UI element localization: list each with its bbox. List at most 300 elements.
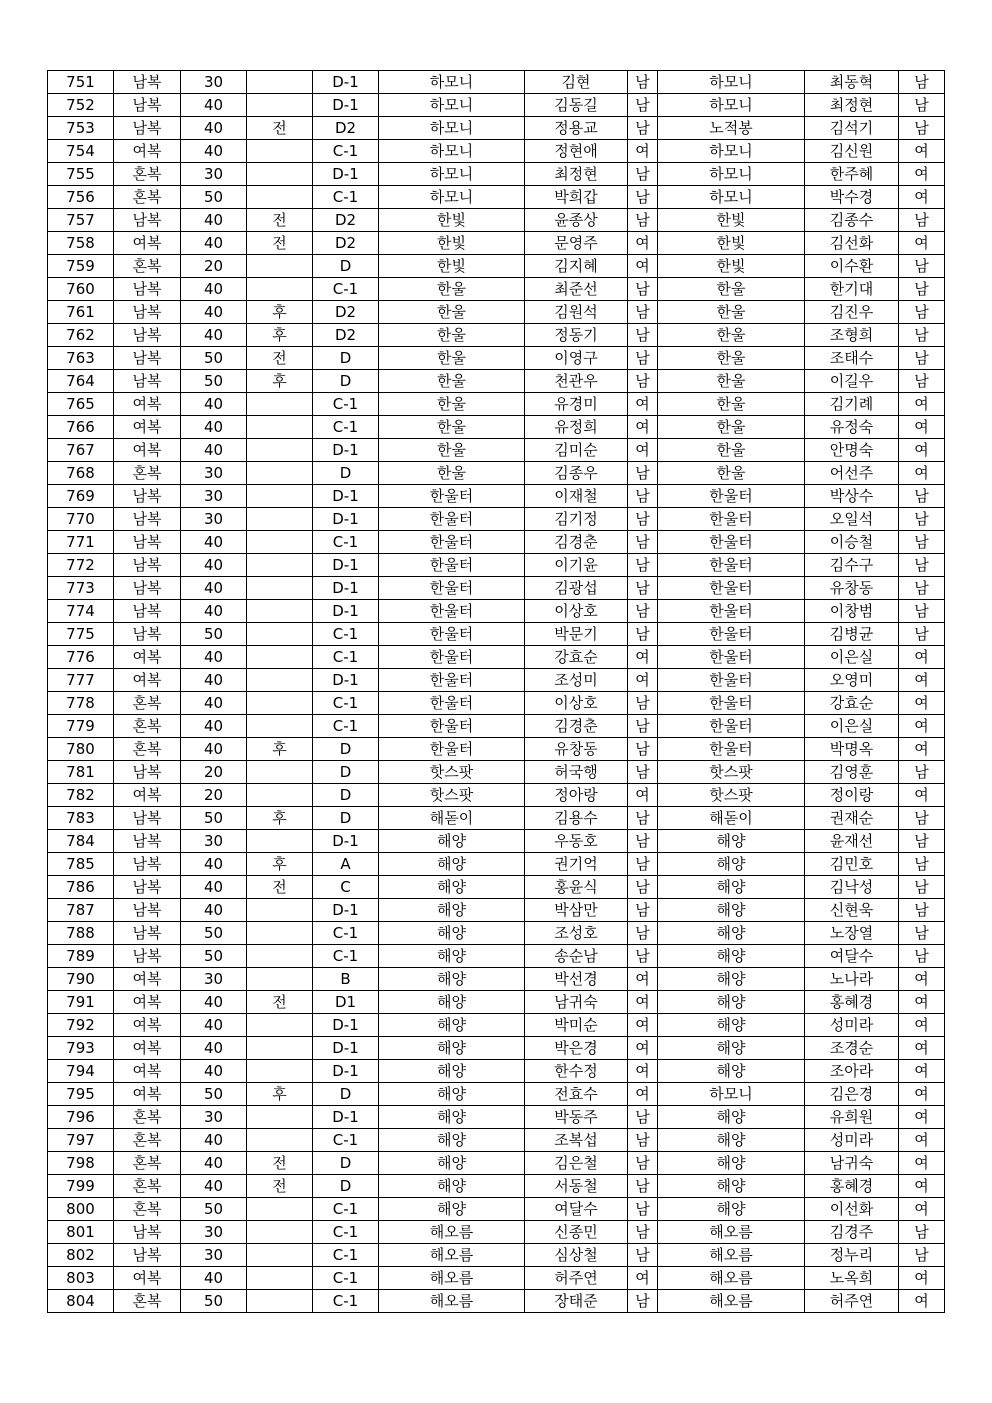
player-2-cell: 김경주: [805, 1221, 899, 1244]
table-row: [48, 807, 945, 830]
grade-cell: D: [313, 347, 379, 370]
gender-1-cell: 남: [628, 163, 658, 186]
table-row: [48, 853, 945, 876]
session-cell: 후: [247, 807, 313, 830]
club-1-cell: 해양: [379, 1106, 525, 1129]
club-2-cell: 핫스팟: [658, 784, 805, 807]
grade-cell: D: [313, 807, 379, 830]
age-group-cell: 40: [181, 232, 247, 255]
age-group-cell: 40: [181, 577, 247, 600]
session-cell: 후: [247, 301, 313, 324]
entry-number-cell: 768: [48, 462, 114, 485]
age-group-cell: 40: [181, 646, 247, 669]
session-cell: [247, 1244, 313, 1267]
event-type-cell: 여복: [114, 669, 181, 692]
age-group-cell: 40: [181, 439, 247, 462]
player-2-cell: 이선화: [805, 1198, 899, 1221]
gender-2-cell: 여: [899, 140, 945, 163]
age-group-cell: 40: [181, 1152, 247, 1175]
player-2-cell: 신현욱: [805, 899, 899, 922]
player-1-cell: 김원석: [525, 301, 628, 324]
player-2-cell: 노장열: [805, 922, 899, 945]
gender-2-cell: 남: [899, 209, 945, 232]
table-row: [48, 554, 945, 577]
entry-number-cell: 767: [48, 439, 114, 462]
entry-number-cell: 803: [48, 1267, 114, 1290]
entry-number-cell: 791: [48, 991, 114, 1014]
gender-2-cell: 여: [899, 439, 945, 462]
club-1-cell: 해오름: [379, 1221, 525, 1244]
club-2-cell: 한빛: [658, 232, 805, 255]
entry-number-cell: 754: [48, 140, 114, 163]
grade-cell: C-1: [313, 531, 379, 554]
age-group-cell: 50: [181, 347, 247, 370]
club-2-cell: 한울: [658, 370, 805, 393]
player-1-cell: 김기정: [525, 508, 628, 531]
player-2-cell: 오일석: [805, 508, 899, 531]
player-1-cell: 유창동: [525, 738, 628, 761]
event-type-cell: 남복: [114, 899, 181, 922]
player-2-cell: 김영훈: [805, 761, 899, 784]
club-2-cell: 해양: [658, 876, 805, 899]
gender-1-cell: 남: [628, 1290, 658, 1313]
table-row: [48, 1221, 945, 1244]
table-row: [48, 140, 945, 163]
player-2-cell: 이수환: [805, 255, 899, 278]
club-2-cell: 한울터: [658, 600, 805, 623]
gender-1-cell: 남: [628, 922, 658, 945]
event-type-cell: 남복: [114, 324, 181, 347]
event-type-cell: 여복: [114, 439, 181, 462]
player-2-cell: 성미라: [805, 1014, 899, 1037]
event-type-cell: 혼복: [114, 1290, 181, 1313]
session-cell: [247, 1221, 313, 1244]
session-cell: [247, 1060, 313, 1083]
table-row: [48, 1129, 945, 1152]
grade-cell: D1: [313, 991, 379, 1014]
entry-number-cell: 760: [48, 278, 114, 301]
gender-2-cell: 여: [899, 1175, 945, 1198]
player-2-cell: 남귀숙: [805, 1152, 899, 1175]
club-1-cell: 한빛: [379, 255, 525, 278]
gender-2-cell: 여: [899, 1106, 945, 1129]
event-type-cell: 여복: [114, 232, 181, 255]
club-2-cell: 한울터: [658, 669, 805, 692]
entry-number-cell: 752: [48, 94, 114, 117]
player-1-cell: 한수정: [525, 1060, 628, 1083]
club-1-cell: 한울터: [379, 692, 525, 715]
table-row: [48, 1175, 945, 1198]
session-cell: [247, 71, 313, 94]
club-1-cell: 해양: [379, 1152, 525, 1175]
player-1-cell: 조복섭: [525, 1129, 628, 1152]
age-group-cell: 40: [181, 531, 247, 554]
gender-1-cell: 여: [628, 646, 658, 669]
grade-cell: C-1: [313, 140, 379, 163]
age-group-cell: 40: [181, 1175, 247, 1198]
player-2-cell: 홍혜경: [805, 1175, 899, 1198]
gender-2-cell: 여: [899, 715, 945, 738]
grade-cell: C-1: [313, 945, 379, 968]
player-1-cell: 김미순: [525, 439, 628, 462]
club-1-cell: 해양: [379, 876, 525, 899]
session-cell: [247, 393, 313, 416]
club-2-cell: 한울터: [658, 715, 805, 738]
gender-2-cell: 남: [899, 807, 945, 830]
club-1-cell: 한울터: [379, 554, 525, 577]
club-2-cell: 해양: [658, 899, 805, 922]
age-group-cell: 50: [181, 1198, 247, 1221]
entry-number-cell: 800: [48, 1198, 114, 1221]
session-cell: [247, 1037, 313, 1060]
event-type-cell: 혼복: [114, 186, 181, 209]
club-2-cell: 한울터: [658, 485, 805, 508]
table-row: [48, 462, 945, 485]
table-row: [48, 1244, 945, 1267]
player-2-cell: 김수구: [805, 554, 899, 577]
grade-cell: D2: [313, 232, 379, 255]
club-1-cell: 하모니: [379, 117, 525, 140]
session-cell: [247, 922, 313, 945]
table-row: [48, 577, 945, 600]
gender-2-cell: 여: [899, 991, 945, 1014]
entry-number-cell: 784: [48, 830, 114, 853]
player-2-cell: 조형희: [805, 324, 899, 347]
entry-number-cell: 766: [48, 416, 114, 439]
gender-2-cell: 남: [899, 71, 945, 94]
age-group-cell: 40: [181, 1037, 247, 1060]
age-group-cell: 50: [181, 945, 247, 968]
player-2-cell: 김낙성: [805, 876, 899, 899]
event-type-cell: 남복: [114, 370, 181, 393]
player-1-cell: 박선경: [525, 968, 628, 991]
player-2-cell: 정누리: [805, 1244, 899, 1267]
club-2-cell: 해양: [658, 830, 805, 853]
club-2-cell: 한빛: [658, 209, 805, 232]
club-2-cell: 한울: [658, 278, 805, 301]
age-group-cell: 40: [181, 278, 247, 301]
event-type-cell: 혼복: [114, 462, 181, 485]
gender-2-cell: 남: [899, 1221, 945, 1244]
session-cell: 전: [247, 1152, 313, 1175]
player-2-cell: 김병균: [805, 623, 899, 646]
grade-cell: C-1: [313, 623, 379, 646]
gender-1-cell: 여: [628, 669, 658, 692]
grade-cell: C: [313, 876, 379, 899]
entry-number-cell: 761: [48, 301, 114, 324]
grade-cell: C-1: [313, 186, 379, 209]
age-group-cell: 30: [181, 1221, 247, 1244]
player-1-cell: 윤종상: [525, 209, 628, 232]
event-type-cell: 혼복: [114, 255, 181, 278]
club-1-cell: 해양: [379, 899, 525, 922]
grade-cell: D-1: [313, 485, 379, 508]
player-1-cell: 정동기: [525, 324, 628, 347]
grade-cell: D2: [313, 209, 379, 232]
gender-2-cell: 여: [899, 738, 945, 761]
gender-2-cell: 남: [899, 485, 945, 508]
club-1-cell: 한울터: [379, 485, 525, 508]
age-group-cell: 40: [181, 416, 247, 439]
grade-cell: D-1: [313, 94, 379, 117]
gender-1-cell: 남: [628, 1152, 658, 1175]
table-row: [48, 1267, 945, 1290]
club-1-cell: 한울터: [379, 600, 525, 623]
event-type-cell: 여복: [114, 1267, 181, 1290]
session-cell: [247, 1290, 313, 1313]
gender-1-cell: 여: [628, 140, 658, 163]
event-type-cell: 여복: [114, 393, 181, 416]
club-1-cell: 한울터: [379, 715, 525, 738]
player-1-cell: 김경춘: [525, 531, 628, 554]
club-1-cell: 해양: [379, 1014, 525, 1037]
gender-1-cell: 남: [628, 853, 658, 876]
club-2-cell: 해양: [658, 1152, 805, 1175]
grade-cell: D2: [313, 324, 379, 347]
session-cell: 전: [247, 232, 313, 255]
player-1-cell: 김동길: [525, 94, 628, 117]
grade-cell: D: [313, 462, 379, 485]
player-1-cell: 여달수: [525, 1198, 628, 1221]
grade-cell: D-1: [313, 71, 379, 94]
player-1-cell: 유정희: [525, 416, 628, 439]
entry-number-cell: 759: [48, 255, 114, 278]
club-1-cell: 한울터: [379, 531, 525, 554]
age-group-cell: 40: [181, 669, 247, 692]
player-1-cell: 김광섭: [525, 577, 628, 600]
gender-2-cell: 남: [899, 899, 945, 922]
entry-number-cell: 770: [48, 508, 114, 531]
club-1-cell: 한울: [379, 439, 525, 462]
gender-2-cell: 여: [899, 163, 945, 186]
club-1-cell: 해양: [379, 1060, 525, 1083]
table-row: [48, 830, 945, 853]
table-row: [48, 623, 945, 646]
gender-1-cell: 남: [628, 485, 658, 508]
table-row: [48, 600, 945, 623]
event-type-cell: 남복: [114, 508, 181, 531]
gender-2-cell: 여: [899, 1129, 945, 1152]
event-type-cell: 남복: [114, 807, 181, 830]
gender-1-cell: 남: [628, 830, 658, 853]
entry-number-cell: 762: [48, 324, 114, 347]
club-1-cell: 해양: [379, 1037, 525, 1060]
table-row: [48, 1198, 945, 1221]
table-row: [48, 485, 945, 508]
grade-cell: D: [313, 738, 379, 761]
club-2-cell: 해양: [658, 1106, 805, 1129]
age-group-cell: 50: [181, 370, 247, 393]
entry-number-cell: 792: [48, 1014, 114, 1037]
gender-2-cell: 남: [899, 830, 945, 853]
age-group-cell: 40: [181, 1267, 247, 1290]
age-group-cell: 30: [181, 462, 247, 485]
entry-number-cell: 786: [48, 876, 114, 899]
player-2-cell: 이창범: [805, 600, 899, 623]
player-2-cell: 김은경: [805, 1083, 899, 1106]
player-2-cell: 유희원: [805, 1106, 899, 1129]
table-row: [48, 94, 945, 117]
entry-number-cell: 751: [48, 71, 114, 94]
gender-1-cell: 남: [628, 94, 658, 117]
entry-number-cell: 772: [48, 554, 114, 577]
table-row: [48, 416, 945, 439]
session-cell: 전: [247, 347, 313, 370]
session-cell: 후: [247, 1083, 313, 1106]
table-row: [48, 761, 945, 784]
player-2-cell: 이은실: [805, 646, 899, 669]
event-type-cell: 남복: [114, 830, 181, 853]
gender-1-cell: 여: [628, 968, 658, 991]
grade-cell: C-1: [313, 1129, 379, 1152]
club-1-cell: 한울터: [379, 646, 525, 669]
event-type-cell: 남복: [114, 853, 181, 876]
age-group-cell: 30: [181, 71, 247, 94]
player-2-cell: 권재순: [805, 807, 899, 830]
player-2-cell: 한기대: [805, 278, 899, 301]
club-1-cell: 해오름: [379, 1290, 525, 1313]
gender-1-cell: 여: [628, 784, 658, 807]
grade-cell: C-1: [313, 1267, 379, 1290]
age-group-cell: 30: [181, 485, 247, 508]
grade-cell: D-1: [313, 1106, 379, 1129]
session-cell: [247, 761, 313, 784]
grade-cell: C-1: [313, 715, 379, 738]
gender-1-cell: 남: [628, 347, 658, 370]
entry-number-cell: 789: [48, 945, 114, 968]
player-2-cell: 김석기: [805, 117, 899, 140]
entry-number-cell: 799: [48, 1175, 114, 1198]
event-type-cell: 남복: [114, 922, 181, 945]
session-cell: [247, 485, 313, 508]
event-type-cell: 남복: [114, 623, 181, 646]
event-type-cell: 남복: [114, 278, 181, 301]
event-type-cell: 남복: [114, 531, 181, 554]
gender-2-cell: 남: [899, 945, 945, 968]
entry-number-cell: 795: [48, 1083, 114, 1106]
entry-number-cell: 798: [48, 1152, 114, 1175]
table-row: [48, 669, 945, 692]
grade-cell: C-1: [313, 1221, 379, 1244]
grade-cell: D: [313, 761, 379, 784]
session-cell: [247, 669, 313, 692]
gender-2-cell: 남: [899, 531, 945, 554]
gender-1-cell: 여: [628, 1060, 658, 1083]
club-1-cell: 하모니: [379, 140, 525, 163]
gender-2-cell: 여: [899, 784, 945, 807]
club-2-cell: 한울: [658, 462, 805, 485]
gender-1-cell: 남: [628, 876, 658, 899]
event-type-cell: 여복: [114, 646, 181, 669]
table-row: [48, 784, 945, 807]
session-cell: [247, 600, 313, 623]
session-cell: [247, 140, 313, 163]
event-type-cell: 혼복: [114, 1106, 181, 1129]
player-1-cell: 김용수: [525, 807, 628, 830]
club-2-cell: 한울터: [658, 692, 805, 715]
gender-1-cell: 남: [628, 554, 658, 577]
session-cell: [247, 439, 313, 462]
event-type-cell: 남복: [114, 554, 181, 577]
player-2-cell: 김진우: [805, 301, 899, 324]
player-2-cell: 허주연: [805, 1290, 899, 1313]
session-cell: 전: [247, 876, 313, 899]
entry-number-cell: 765: [48, 393, 114, 416]
club-1-cell: 해돋이: [379, 807, 525, 830]
grade-cell: D-1: [313, 899, 379, 922]
table-row: [48, 876, 945, 899]
grade-cell: D: [313, 784, 379, 807]
club-1-cell: 핫스팟: [379, 784, 525, 807]
player-1-cell: 김현: [525, 71, 628, 94]
gender-1-cell: 남: [628, 1129, 658, 1152]
table-row: [48, 1106, 945, 1129]
event-type-cell: 남복: [114, 1221, 181, 1244]
session-cell: 후: [247, 324, 313, 347]
gender-1-cell: 여: [628, 991, 658, 1014]
club-2-cell: 해양: [658, 968, 805, 991]
gender-1-cell: 남: [628, 1244, 658, 1267]
entry-number-cell: 780: [48, 738, 114, 761]
gender-2-cell: 남: [899, 600, 945, 623]
player-1-cell: 허주연: [525, 1267, 628, 1290]
age-group-cell: 30: [181, 163, 247, 186]
event-type-cell: 여복: [114, 1083, 181, 1106]
table-row: [48, 1083, 945, 1106]
grade-cell: C-1: [313, 393, 379, 416]
player-2-cell: 윤재선: [805, 830, 899, 853]
entry-number-cell: 779: [48, 715, 114, 738]
table-row: [48, 991, 945, 1014]
table-row: [48, 370, 945, 393]
grade-cell: D-1: [313, 830, 379, 853]
club-2-cell: 노적봉: [658, 117, 805, 140]
gender-2-cell: 여: [899, 393, 945, 416]
event-type-cell: 남복: [114, 945, 181, 968]
age-group-cell: 40: [181, 301, 247, 324]
club-1-cell: 하모니: [379, 94, 525, 117]
age-group-cell: 40: [181, 1014, 247, 1037]
gender-2-cell: 남: [899, 94, 945, 117]
club-2-cell: 핫스팟: [658, 761, 805, 784]
club-1-cell: 한울: [379, 416, 525, 439]
table-row: [48, 899, 945, 922]
gender-1-cell: 남: [628, 600, 658, 623]
club-1-cell: 한울: [379, 393, 525, 416]
club-2-cell: 한울: [658, 393, 805, 416]
player-1-cell: 조성미: [525, 669, 628, 692]
gender-1-cell: 남: [628, 807, 658, 830]
player-2-cell: 이은실: [805, 715, 899, 738]
table-row: [48, 508, 945, 531]
club-2-cell: 하모니: [658, 94, 805, 117]
age-group-cell: 40: [181, 899, 247, 922]
player-1-cell: 허국행: [525, 761, 628, 784]
player-1-cell: 송순남: [525, 945, 628, 968]
gender-1-cell: 남: [628, 508, 658, 531]
table-row: [48, 278, 945, 301]
gender-2-cell: 남: [899, 508, 945, 531]
gender-1-cell: 여: [628, 255, 658, 278]
age-group-cell: 40: [181, 1129, 247, 1152]
gender-1-cell: 남: [628, 738, 658, 761]
club-1-cell: 해양: [379, 991, 525, 1014]
entry-number-cell: 757: [48, 209, 114, 232]
table-body: [48, 71, 945, 1313]
event-type-cell: 여복: [114, 1014, 181, 1037]
grade-cell: C-1: [313, 1244, 379, 1267]
gender-2-cell: 남: [899, 554, 945, 577]
